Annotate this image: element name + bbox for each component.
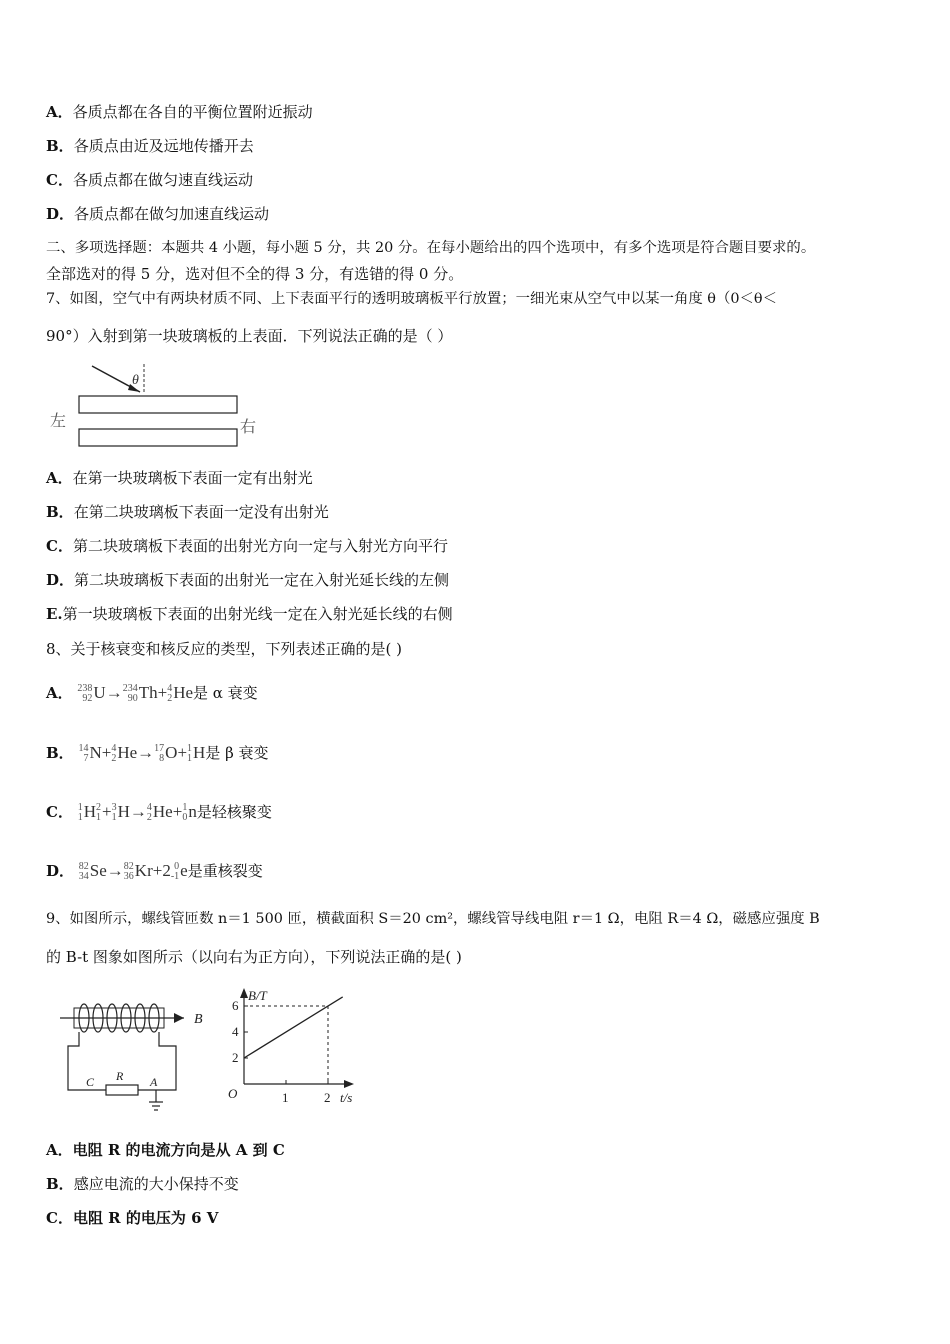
b-label: B	[194, 1012, 203, 1027]
q8-option-b	[46, 736, 269, 770]
q9-stem-line1: 9、如图所示，螺线管匝数 n＝1 500 匝，横截面积 S＝20 cm²，螺线管导线电阻 r＝1 Ω，电阻 R＝4 Ω，磁感应强度 B	[46, 911, 820, 927]
option-text: 第一块玻璃板下表面的出射光线一定在入射光延长线的右侧	[62, 605, 453, 623]
q9-bt-graph	[222, 984, 372, 1114]
x-axis-arrow-icon	[344, 1080, 354, 1088]
x-tick-label: 1	[282, 1090, 289, 1105]
q7-stem-line1: 7、如图，空气中有两块材质不同、上下表面平行的透明玻璃板平行放置；一细光束从空气中以某一角度 θ（0＜θ＜	[46, 291, 777, 307]
q7-option-c	[46, 536, 448, 556]
q6-option-b	[46, 136, 254, 156]
q6-option-a	[46, 102, 313, 122]
option-label: B．	[46, 744, 74, 762]
q7-figure	[44, 356, 266, 452]
option-label: B．	[46, 1175, 74, 1193]
q8-stem: 8、关于核衰变和核反应的类型，下列表述正确的是( )	[46, 640, 403, 658]
option-text: 在第二块玻璃板下表面一定没有出射光	[73, 503, 329, 521]
y-axis-label: B/T	[248, 988, 267, 1003]
left-label: 左	[50, 413, 67, 430]
option-text: 各质点都在做匀加速直线运动	[74, 205, 270, 223]
x-axis-label: t/s	[340, 1090, 353, 1105]
q9-option-b	[46, 1174, 239, 1194]
section2-line1: 二、多项选择题：本题共 4 小题，每小题 5 分，共 20 分。在每小题给出的四个选项中，有多个选项是符合题目要求的。	[46, 240, 816, 256]
equation-c: 1 1 H 2 1 + 3 1 H→ 4 2 He+ 1 0 n	[77, 802, 197, 824]
q7-stem-line2: 90°）入射到第一块玻璃板的上表面．下列说法正确的是（ ）	[46, 327, 453, 345]
q8-option-a	[46, 676, 258, 710]
q7-option-b	[46, 502, 329, 522]
q9-option-c	[46, 1208, 218, 1228]
option-label: D．	[46, 862, 75, 880]
section2-line2: 全部选对的得 5 分，选对但不全的得 3 分，有选错的得 0 分。	[46, 265, 464, 283]
option-label: A．	[46, 684, 73, 702]
option-label: C．	[46, 537, 73, 555]
option-label: C．	[46, 1209, 73, 1227]
option-suffix: 是 α 衰变	[193, 684, 258, 702]
option-text: 电阻 R 的电压为 6 V	[72, 1209, 219, 1227]
option-text: 第二块玻璃板下表面的出射光方向一定与入射光方向平行	[72, 537, 448, 555]
option-text: 各质点都在各自的平衡位置附近振动	[72, 103, 313, 121]
option-text: 各质点都在做匀速直线运动	[72, 171, 253, 189]
equation-b: 14 7 N+ 4 2 He→ 17 8 O+ 1 1 H	[78, 743, 206, 765]
option-suffix: 是 β 衰变	[205, 744, 269, 762]
y-axis-arrow-icon	[240, 988, 248, 998]
y-tick-label: 2	[232, 1050, 239, 1065]
y-tick-label: 4	[232, 1024, 239, 1039]
option-label: A．	[46, 469, 73, 487]
q7-option-a	[46, 468, 313, 488]
option-suffix: 是轻核聚变	[196, 803, 272, 821]
option-text: 感应电流的大小保持不变	[73, 1175, 239, 1193]
q6-option-c	[46, 170, 253, 190]
option-label: C．	[46, 171, 73, 189]
equation-a: 238 92 U→ 234 90 Th+ 4 2 He	[77, 683, 194, 705]
y-tick-label: 6	[232, 998, 239, 1013]
q7-option-e	[46, 604, 453, 624]
option-text: 电阻 R 的电流方向是从 A 到 C	[72, 1141, 285, 1159]
q8-option-d	[46, 854, 263, 888]
option-label: C．	[46, 803, 73, 821]
q6-option-d	[46, 204, 269, 224]
origin-label: O	[228, 1086, 238, 1101]
glass-plate-1	[79, 396, 237, 413]
option-suffix: 是重核裂变	[187, 862, 263, 880]
option-label: B．	[46, 137, 74, 155]
option-label: D．	[46, 571, 75, 589]
option-text: 在第一块玻璃板下表面一定有出射光	[72, 469, 313, 487]
resistor	[106, 1085, 138, 1095]
a-label: A	[150, 1075, 158, 1089]
ground-icon	[149, 1102, 163, 1110]
option-label: E.	[46, 605, 63, 623]
theta-label: θ	[132, 373, 139, 388]
equation-d: 82 34 Se→ 82 36 Kr+2 0 -1 e	[78, 861, 188, 883]
q9-stem-line2: 的 B-t 图象如图所示（以向右为正方向），下列说法正确的是( )	[46, 948, 462, 966]
glass-plate-2	[79, 429, 237, 446]
option-label: D．	[46, 205, 75, 223]
option-label: A．	[46, 1141, 73, 1159]
option-text: 第二块玻璃板下表面的出射光一定在入射光延长线的左侧	[74, 571, 450, 589]
q7-option-d	[46, 570, 449, 590]
option-label: B．	[46, 503, 74, 521]
q8-option-c	[46, 795, 272, 829]
axis-arrow-icon	[174, 1013, 184, 1023]
right-label: 右	[240, 419, 257, 436]
x-tick-label: 2	[324, 1090, 331, 1105]
r-label: R	[116, 1069, 124, 1083]
q9-circuit-figure	[56, 990, 216, 1118]
c-label: C	[86, 1075, 95, 1089]
q9-option-a	[46, 1140, 285, 1160]
option-text: 各质点由近及远地传播开去	[73, 137, 254, 155]
option-label: A．	[46, 103, 73, 121]
